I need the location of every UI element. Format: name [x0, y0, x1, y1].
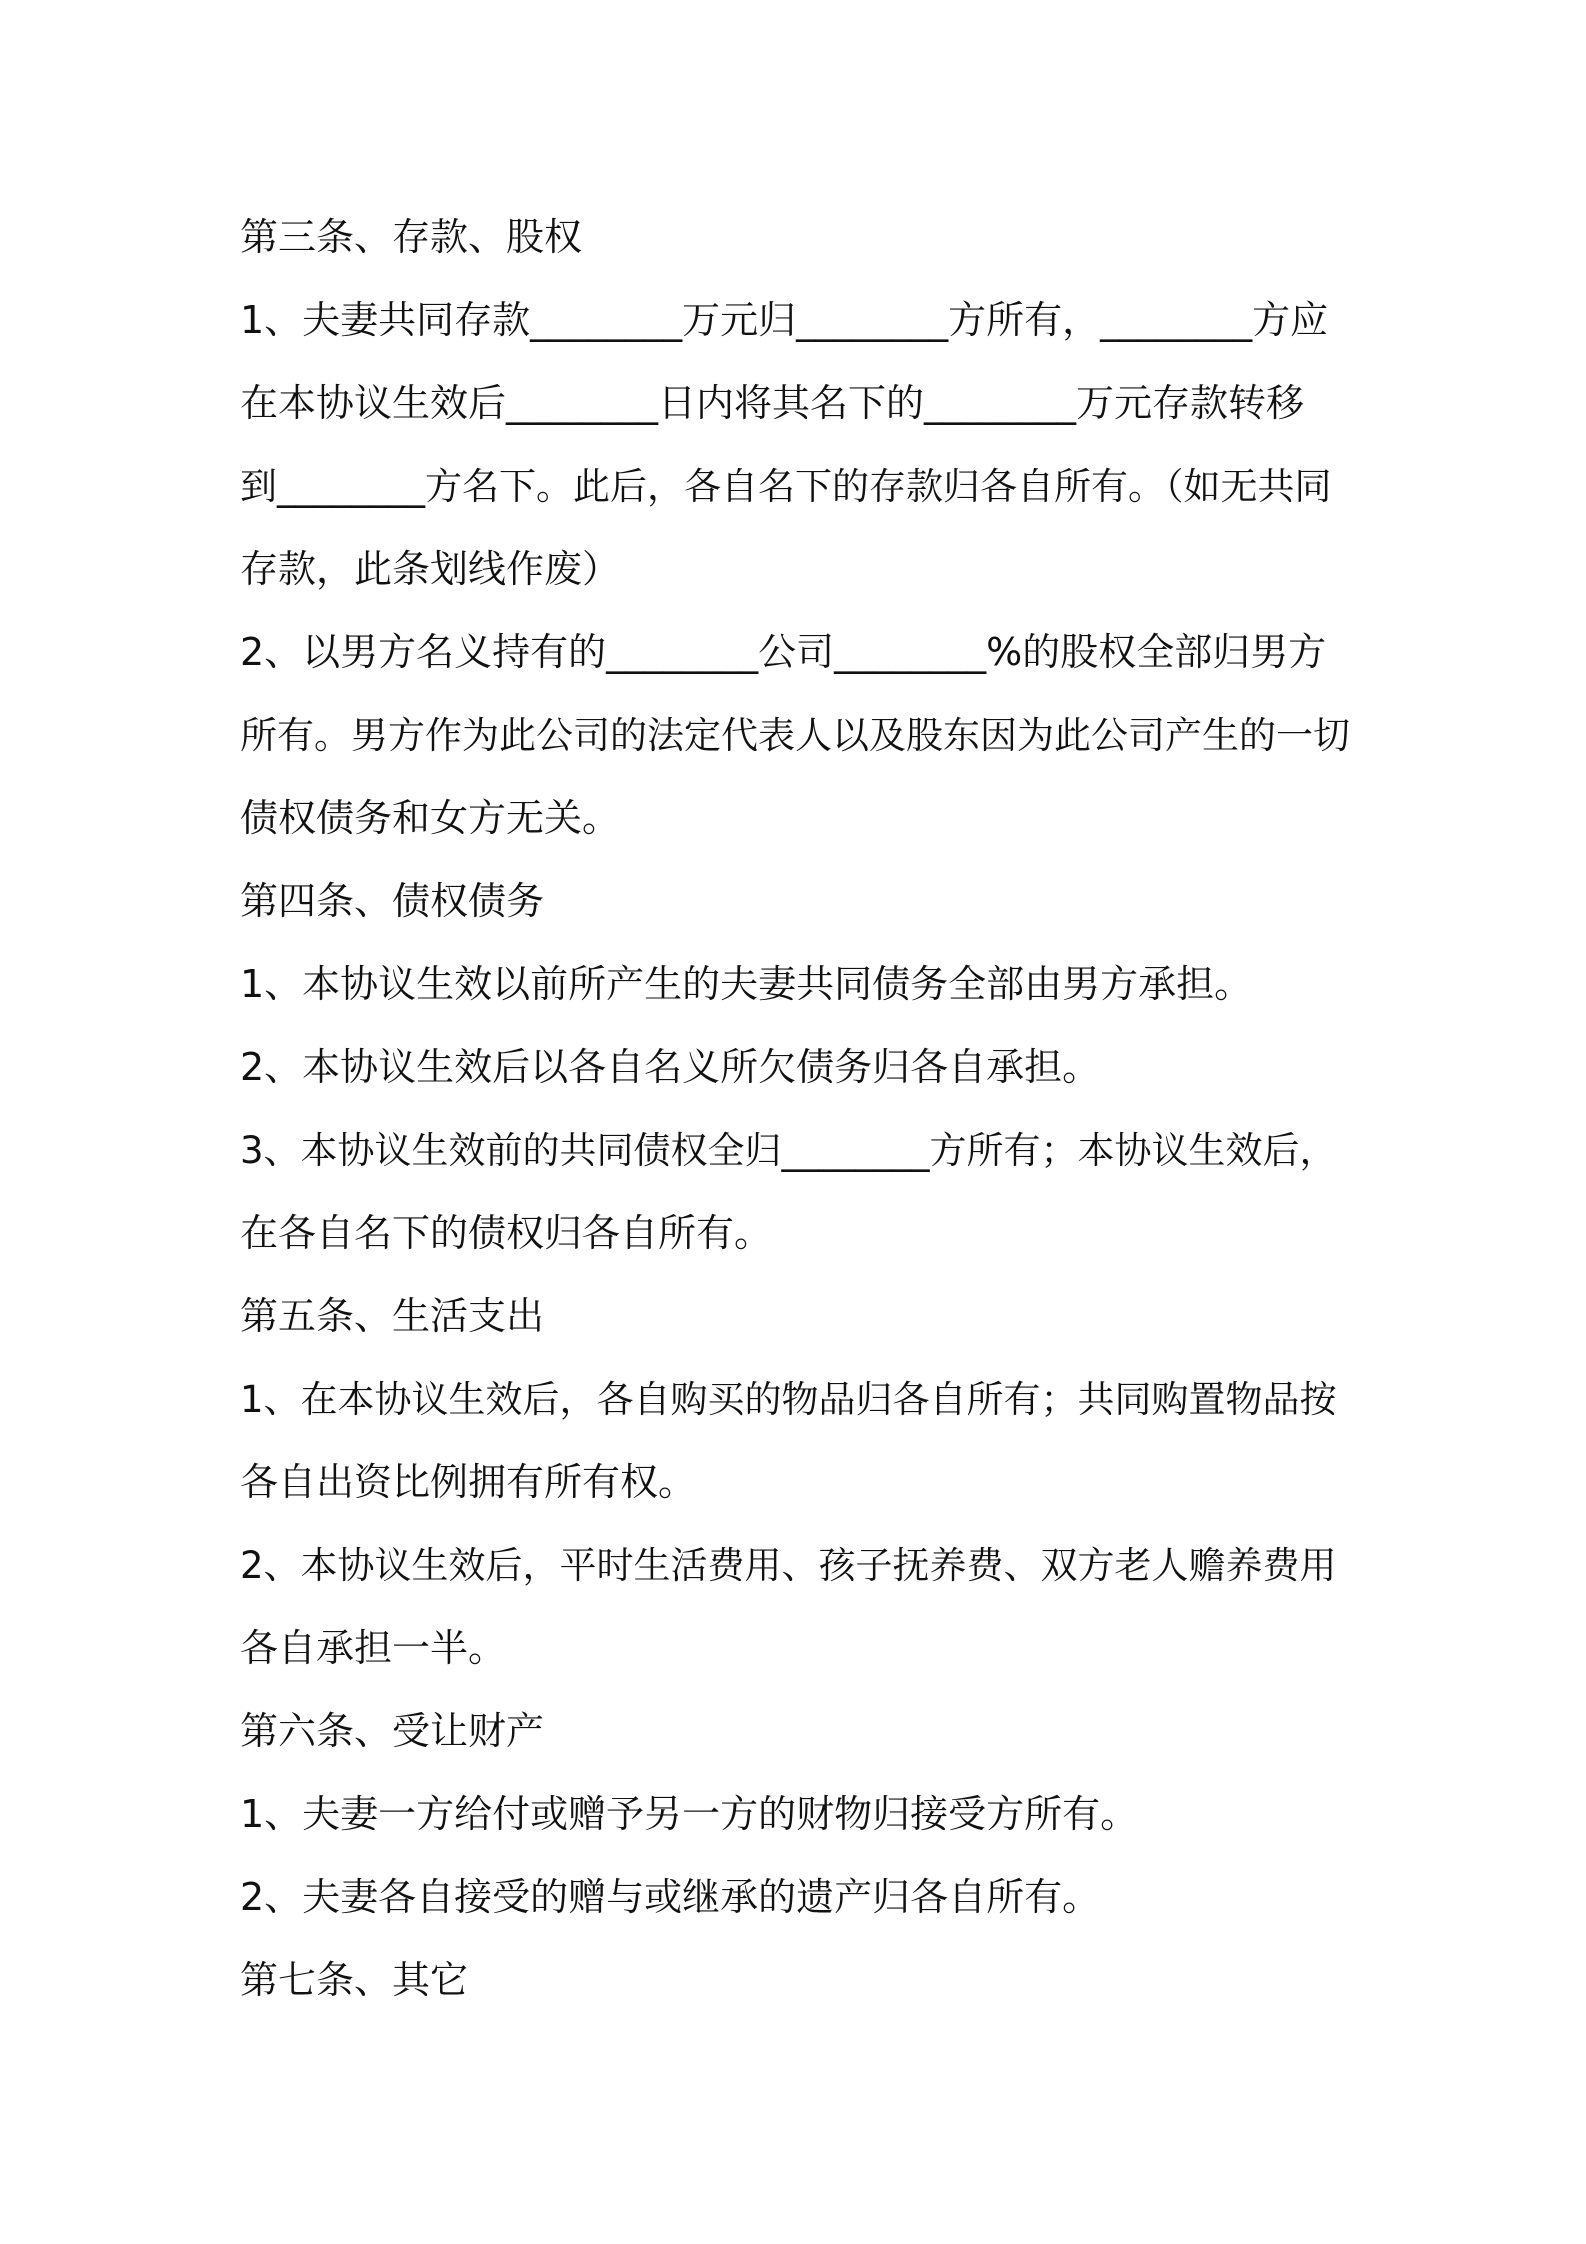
article-3-clause-1-line-4: 存款，此条划线作废） [240, 547, 621, 591]
article-3-heading: 第三条、存款、股权 [240, 215, 583, 259]
article-4-heading: 第四条、债权债务 [240, 879, 545, 923]
article-3-clause-1-line-2: 在本协议生效后________日内将其名下的________万元存款转移 [240, 381, 1305, 425]
article-5-clause-1-line-2: 各自出资比例拥有所有权。 [240, 1460, 697, 1504]
article-6-clause-2: 2、夫妻各自接受的赠与或继承的遗产归各自所有。 [240, 1875, 1101, 1919]
article-3-clause-2-line-2: 所有。男方作为此公司的法定代表人以及股东因为此公司产生的一切 [240, 714, 1350, 757]
article-3-clause-1-line-1: 1、夫妻共同存款________万元归________方所有，________方应 [240, 298, 1329, 342]
article-4-clause-3-line-1: 3、本协议生效前的共同债权全归________方所有；本协议生效后， [240, 1129, 1337, 1172]
article-5-clause-2-line-2: 各自承担一半。 [240, 1626, 507, 1670]
article-4-clause-3-line-2: 在各自名下的债权归各自所有。 [240, 1211, 773, 1255]
article-4-clause-2: 2、本协议生效后以各自名义所欠债务归各自承担。 [240, 1045, 1101, 1089]
article-6-clause-1: 1、夫妻一方给付或赠予另一方的财物归接受方所有。 [240, 1792, 1139, 1836]
article-6-heading: 第六条、受让财产 [240, 1709, 545, 1753]
article-5-heading: 第五条、生活支出 [240, 1294, 545, 1338]
article-4-clause-1: 1、本协议生效以前所产生的夫妻共同债务全部由男方承担。 [240, 962, 1253, 1006]
article-5-clause-2-line-1: 2、本协议生效后，平时生活费用、孩子抚养费、双方老人赡养费用 [240, 1544, 1337, 1587]
article-7-heading: 第七条、其它 [240, 1958, 469, 2002]
article-3-clause-2-line-1: 2、以男方名义持有的________公司________%的股权全部归男方 [240, 630, 1327, 674]
article-3-clause-2-line-3: 债权债务和女方无关。 [240, 796, 621, 840]
article-3-clause-1-line-3: 到________方名下。此后，各自名下的存款归各自所有。（如无共同 [240, 465, 1332, 508]
article-5-clause-1-line-1: 1、在本协议生效后，各自购买的物品归各自所有；共同购置物品按 [240, 1378, 1337, 1421]
document-body [240, 196, 1358, 2022]
